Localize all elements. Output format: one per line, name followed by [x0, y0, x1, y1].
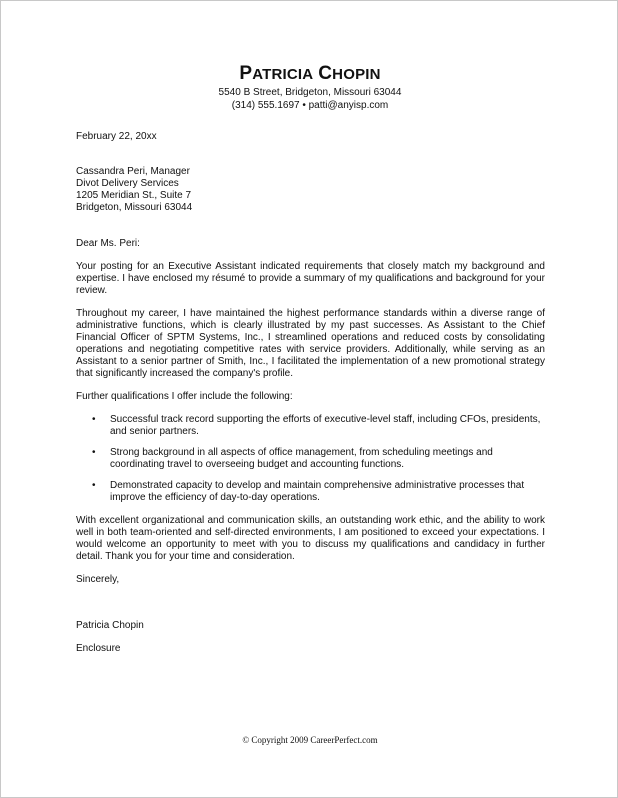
name-first-rest: ATRICIA: [252, 66, 314, 83]
recipient-line: 1205 Meridian St., Suite 7: [76, 190, 192, 201]
bullet-icon: •: [92, 447, 96, 458]
letter-date: February 22, 20xx: [76, 131, 157, 142]
salutation: Dear Ms. Peri:: [76, 238, 140, 249]
list-item: [76, 480, 545, 504]
sender-phone-email: (314) 555.1697 • patti@anyisp.com: [231, 100, 389, 111]
qualifications-list: [76, 414, 545, 504]
list-item: [76, 414, 545, 438]
list-item-text: Successful track record supporting the efforts of executive-level staff, including CFOs, presidents, and senior partners.: [110, 414, 541, 437]
letterhead: [1, 63, 618, 112]
name-last-initial: C: [318, 63, 333, 84]
recipient-line: Bridgeton, Missouri 63044: [76, 202, 193, 213]
sender-address: 5540 B Street, Bridgeton, Missouri 63044: [218, 87, 402, 98]
copyright-footer: © Copyright 2009 CareerPerfect.com: [242, 735, 378, 745]
name-first-initial: P: [239, 63, 253, 84]
name-last-rest: HOPIN: [332, 66, 381, 83]
closing: Sincerely,: [76, 574, 120, 585]
list-item-text: Demonstrated capacity to develop and maintain comprehensive administrative processes that improve the efficiency of day-to-day operations.: [110, 480, 525, 503]
paragraph-intro: Your posting for an Executive Assistant indicated requirements that closely match my background and expertise. I have enclosed my résumé to provide a summary of my qualifications and background for your review.: [76, 261, 545, 296]
bullet-icon: •: [92, 480, 96, 491]
enclosure: Enclosure: [76, 643, 121, 654]
recipient-line: Cassandra Peri, Manager: [76, 166, 190, 177]
list-item: [76, 447, 545, 471]
bullet-icon: •: [92, 414, 96, 425]
recipient-line: Divot Delivery Services: [76, 178, 179, 189]
paragraph-experience: Throughout my career, I have maintained the highest performance standards within a diverse range of administrative functions, which is clearly illustrated by my past successes. As Assistant to the Chief Financial Officer of SPTM Systems, Inc., I streamlined operations and reduced costs by consolidating operations and negotiating competitive rates with service providers. Additionally, while serving as an Assistant to a senior partner of Smith, Inc., I facilitated the implementation of a new promotional strategy that significantly increased the company's profile.: [76, 308, 545, 379]
letter-body: [76, 131, 545, 666]
list-item-text: Strong background in all aspects of office management, from scheduling meetings and coordinating travel to overseeing budget and accounting functions.: [110, 447, 493, 470]
signature-name: Patricia Chopin: [76, 620, 144, 631]
paragraph-qualifications-intro: Further qualifications I offer include the following:: [76, 391, 293, 402]
sender-name: [1, 63, 618, 86]
paragraph-closing: With excellent organizational and communication skills, an outstanding work ethic, and the ability to work well in both team-oriented and self-directed environments, I am positioned to exceed your expectations. I would welcome an opportunity to meet with you to discuss my qualifications and candidacy in further detail. Thank you for your time and consideration.: [76, 515, 545, 562]
